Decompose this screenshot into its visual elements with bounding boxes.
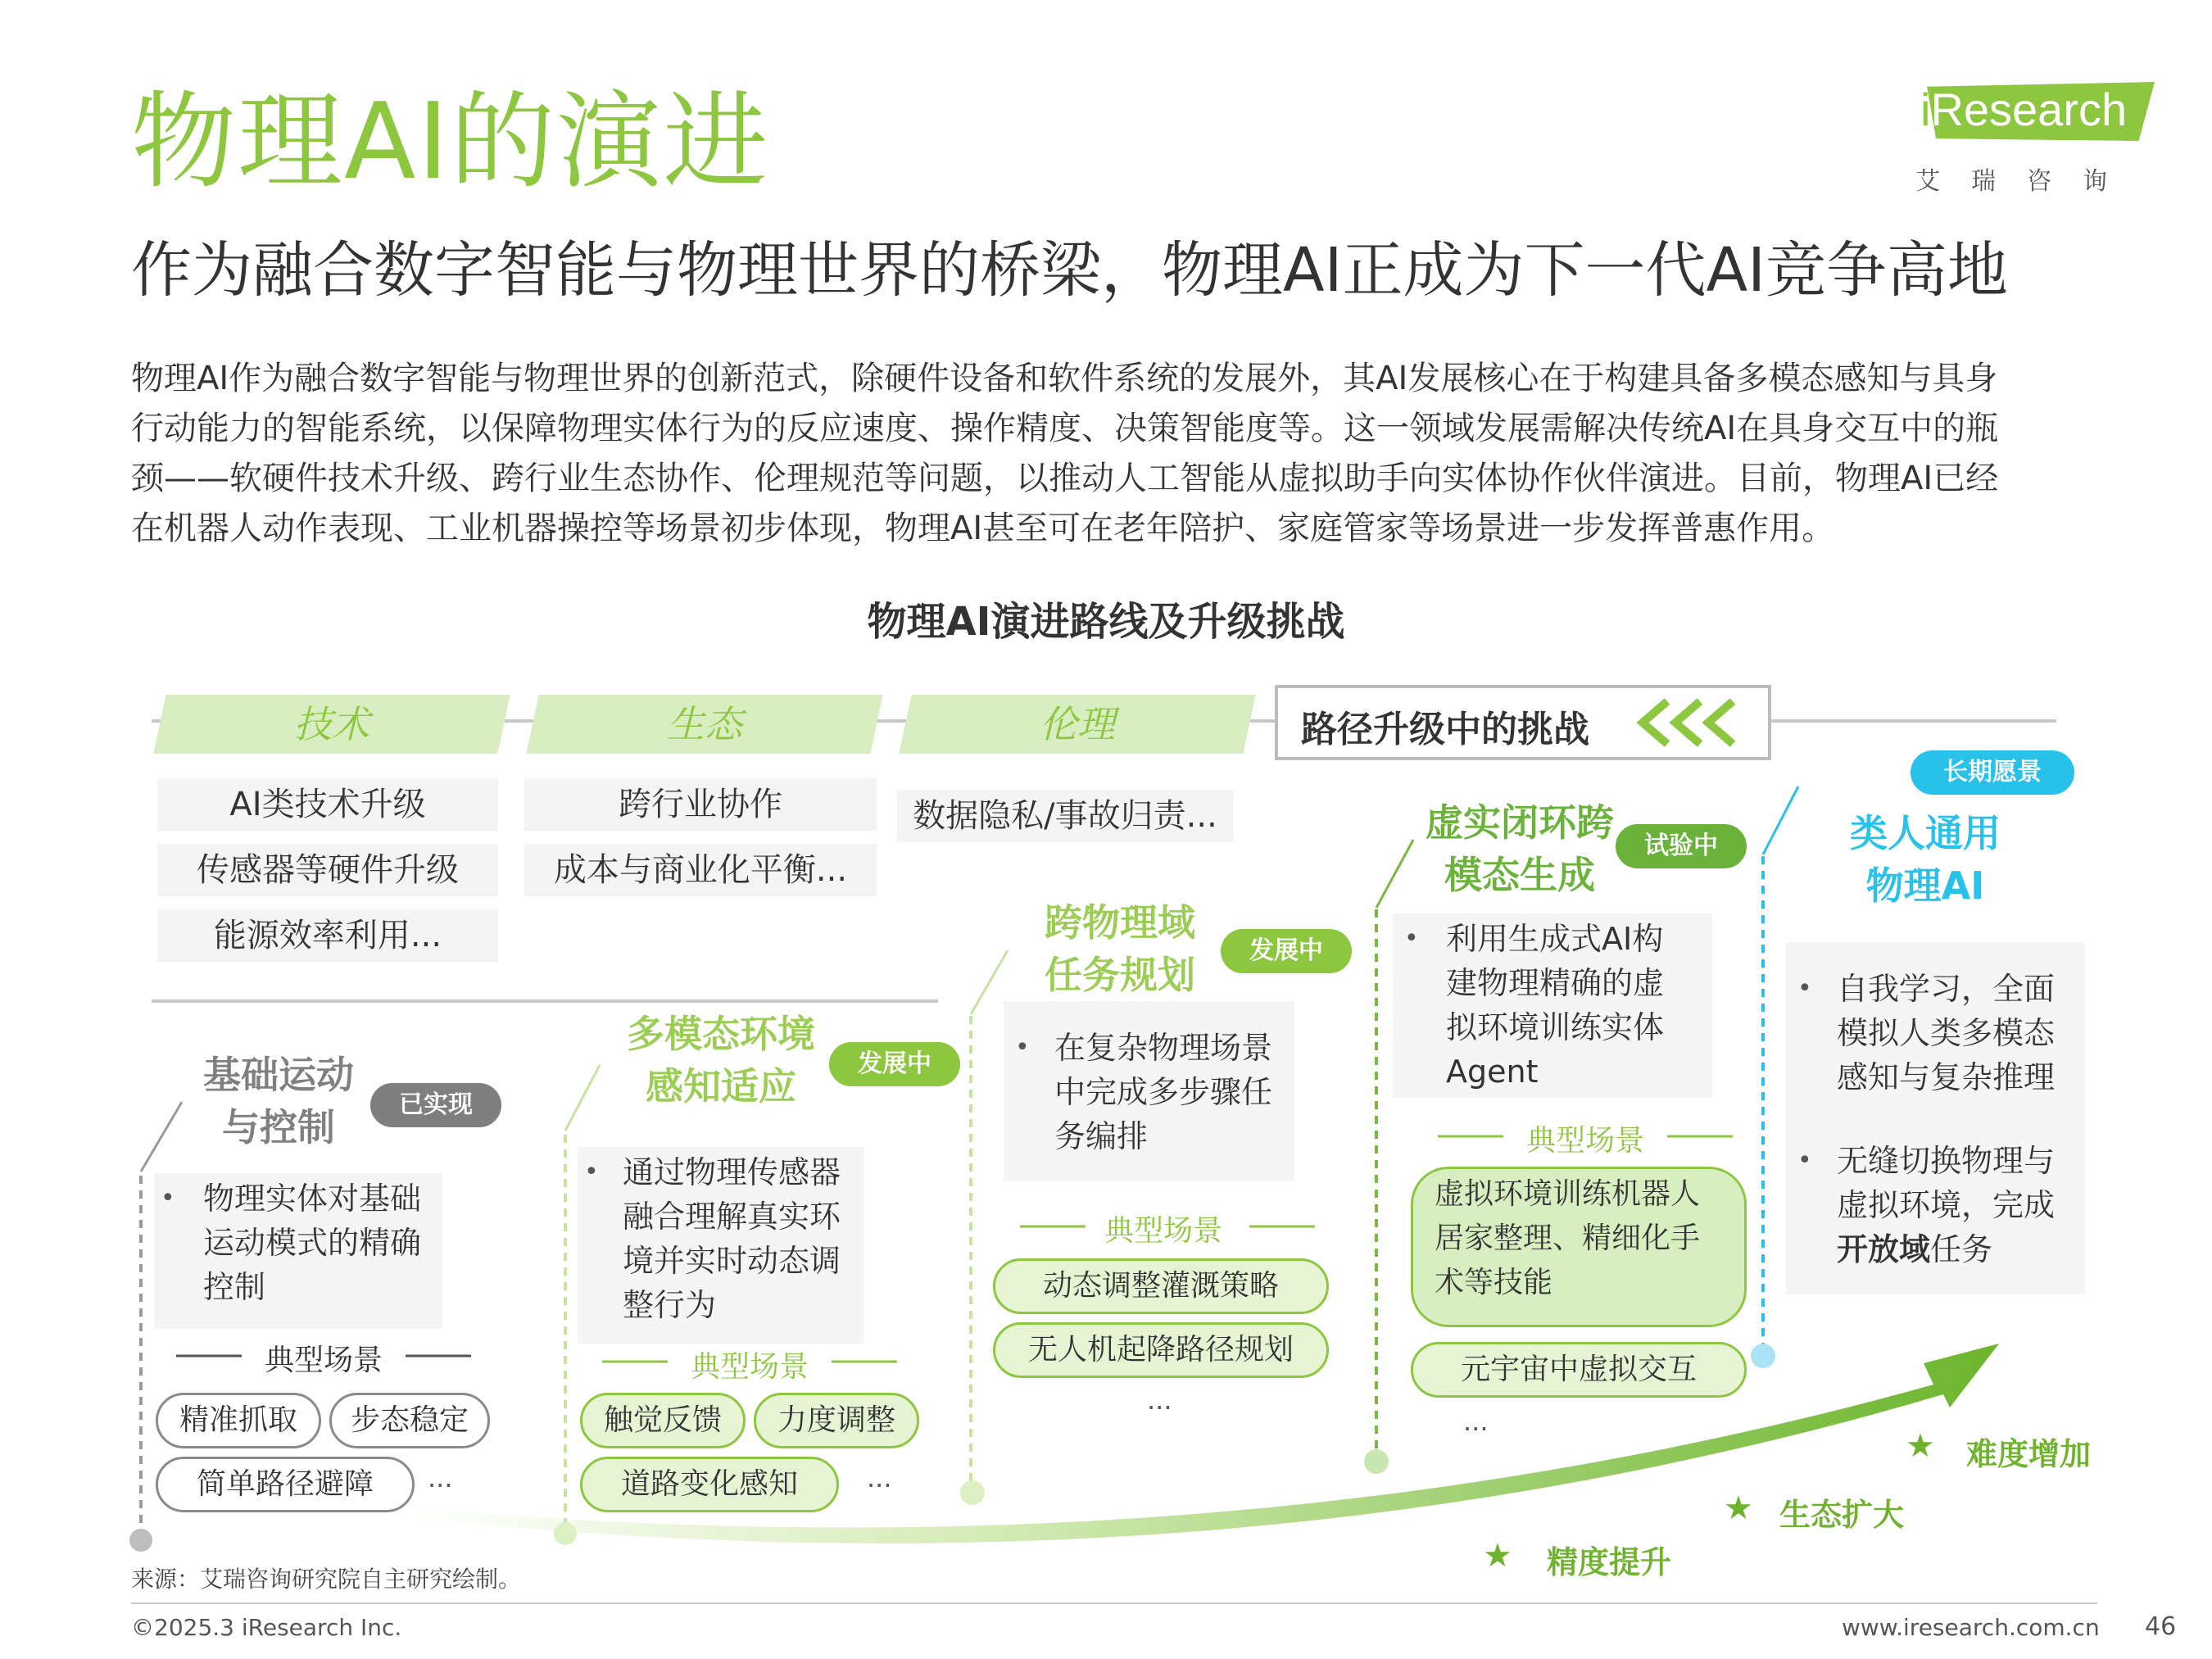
star-icon: ★ [1906,1427,1935,1465]
scenario-tag: 力度调整 [754,1393,919,1448]
challenge-box [1275,685,1771,760]
scenario-tag: 元宇宙中虚拟交互 [1411,1342,1747,1398]
intro-line: 颈——软硬件技术升级、跨行业生态协作、伦理规范等问题，以推动人工智能从虚拟助手向实体协作伙伴演进。目前，物理AI已经 [131,460,1999,497]
website-link[interactable]: www.iresearch.com.cn [1842,1614,2100,1641]
stage-title: 虚实闭环跨 模态生成 [1426,800,1614,897]
more-dots: ... [1463,1406,1489,1437]
status-badge: 发展中 [829,1042,960,1086]
slash-mark [565,1065,600,1131]
stage-title: 基础运动 与控制 [203,1053,354,1149]
star-icon: ★ [1724,1489,1753,1527]
scenario-tag: 虚拟环境训练机器人 居家整理、精细化手 术等技能 [1411,1167,1747,1327]
slash-mark [1763,786,1798,854]
intro-line: 在机器人动作表现、工业机器操控等场景初步体现，物理AI甚至可在老年陪护、家庭管家等场景进一步发挥普惠作用。 [131,510,1835,547]
trend-label: 精度提升 [1547,1544,1672,1580]
stage-dot [960,1480,985,1505]
logo-text: Research [1930,84,2128,135]
page-subtitle: 作为融合数字智能与物理世界的桥梁，物理AI正成为下一代AI竞争高地 [131,235,2008,306]
page-title: 物理AI的演进 [131,81,770,203]
stage-dot [1364,1449,1389,1474]
intro-line: 行动能力的智能系统，以保障物理实体行为的反应速度、操作精度、决策智能度等。这一领域发展需解决传统AI在具身交互中的瓶 [131,410,1999,447]
stage-description: • 通过物理传感器 融合理解真实环 境并实时动态调 整行为 [578,1147,864,1344]
scenario-tag: 步态稳定 [329,1393,490,1448]
more-dots: ... [867,1462,892,1494]
logo-i: i [1920,84,1931,135]
copyright: ©2025.3 iResearch Inc. [131,1614,402,1641]
stage-dot [1751,1344,1775,1368]
scenario-tag: 无人机起降路径规划 [993,1322,1329,1378]
slash-mark [1376,840,1413,908]
stage-title: 类人通用 物理AI [1850,811,2001,908]
page-number: 46 [2145,1612,2177,1641]
challenge-item: AI类技术升级 [157,778,498,831]
diagram-title: 物理AI演进路线及升级挑战 [867,599,1345,645]
more-dots: ... [1147,1385,1172,1416]
scenario-tag: 触觉反馈 [580,1393,746,1448]
status-badge: 已实现 [370,1083,501,1127]
status-badge: 长期愿景 [1911,750,2074,795]
star-icon: ★ [1483,1537,1512,1575]
trend-label: 难度增加 [1966,1436,2092,1472]
stage-title: 跨物理域 任务规划 [1045,900,1195,997]
more-dots: ... [428,1462,453,1494]
stage-description: • 利用生成式AI构 建物理精确的虚 拟环境训练实体 Agent [1393,913,1712,1098]
stage-description: • 物理实体对基础 运动模式的精确 控制 [154,1173,442,1329]
challenge-item: 成本与商业化平衡... [524,844,877,896]
scenario-tag: 简单路径避障 [156,1457,415,1512]
intro-line: 物理AI作为融合数字智能与物理世界的创新范式，除硬件设备和软件系统的发展外，其AI发展核心在于构建具备多模态感知与具身 [131,360,1998,397]
footer-divider [131,1602,2097,1604]
stage-dot [129,1529,152,1552]
category-tech: 技术 [153,695,510,754]
chevrons-left-icon [1630,698,1753,747]
scenario-header: 典型场景 [1525,1124,1644,1158]
trend-label: 生态扩大 [1779,1497,1905,1533]
stage-title: 多模态环境 感知适应 [627,1012,815,1108]
scenario-header: 典型场景 [1104,1214,1222,1248]
challenge-item: 传感器等硬件升级 [157,844,498,896]
stage-description: • 自我学习，全面 模拟人类多模态 感知与复杂推理 • 无缝切换物理与 虚拟环境，完成 开放域任务 [1786,942,2085,1294]
scenario-tag: 精准抓取 [156,1393,321,1448]
slash-mark [141,1102,182,1172]
stage-description: • 在复杂物理场景 中完成多步骤任 务编排 [1004,1001,1294,1181]
logo-cn-text: 艾瑞咨询 [1915,167,2138,196]
scenario-header: 典型场景 [264,1344,383,1377]
status-badge: 试验中 [1616,824,1747,868]
source-note: 来源：艾瑞咨询研究院自主研究绘制。 [131,1566,522,1593]
challenge-item: 能源效率利用... [157,909,498,962]
challenge-item: 数据隐私/事故归责... [897,790,1233,842]
status-badge: 发展中 [1221,929,1352,973]
category-ethics: 伦理 [899,695,1255,754]
scenario-tag: 动态调整灌溉策略 [993,1258,1329,1314]
stage-dot [554,1522,577,1545]
scenario-header: 典型场景 [690,1350,809,1384]
category-ecology: 生态 [526,695,882,754]
challenge-item: 跨行业协作 [524,778,877,831]
scenario-tag: 道路变化感知 [580,1457,839,1512]
slash-mark [971,950,1008,1014]
challenge-label: 路径升级中的挑战 [1301,709,1589,750]
